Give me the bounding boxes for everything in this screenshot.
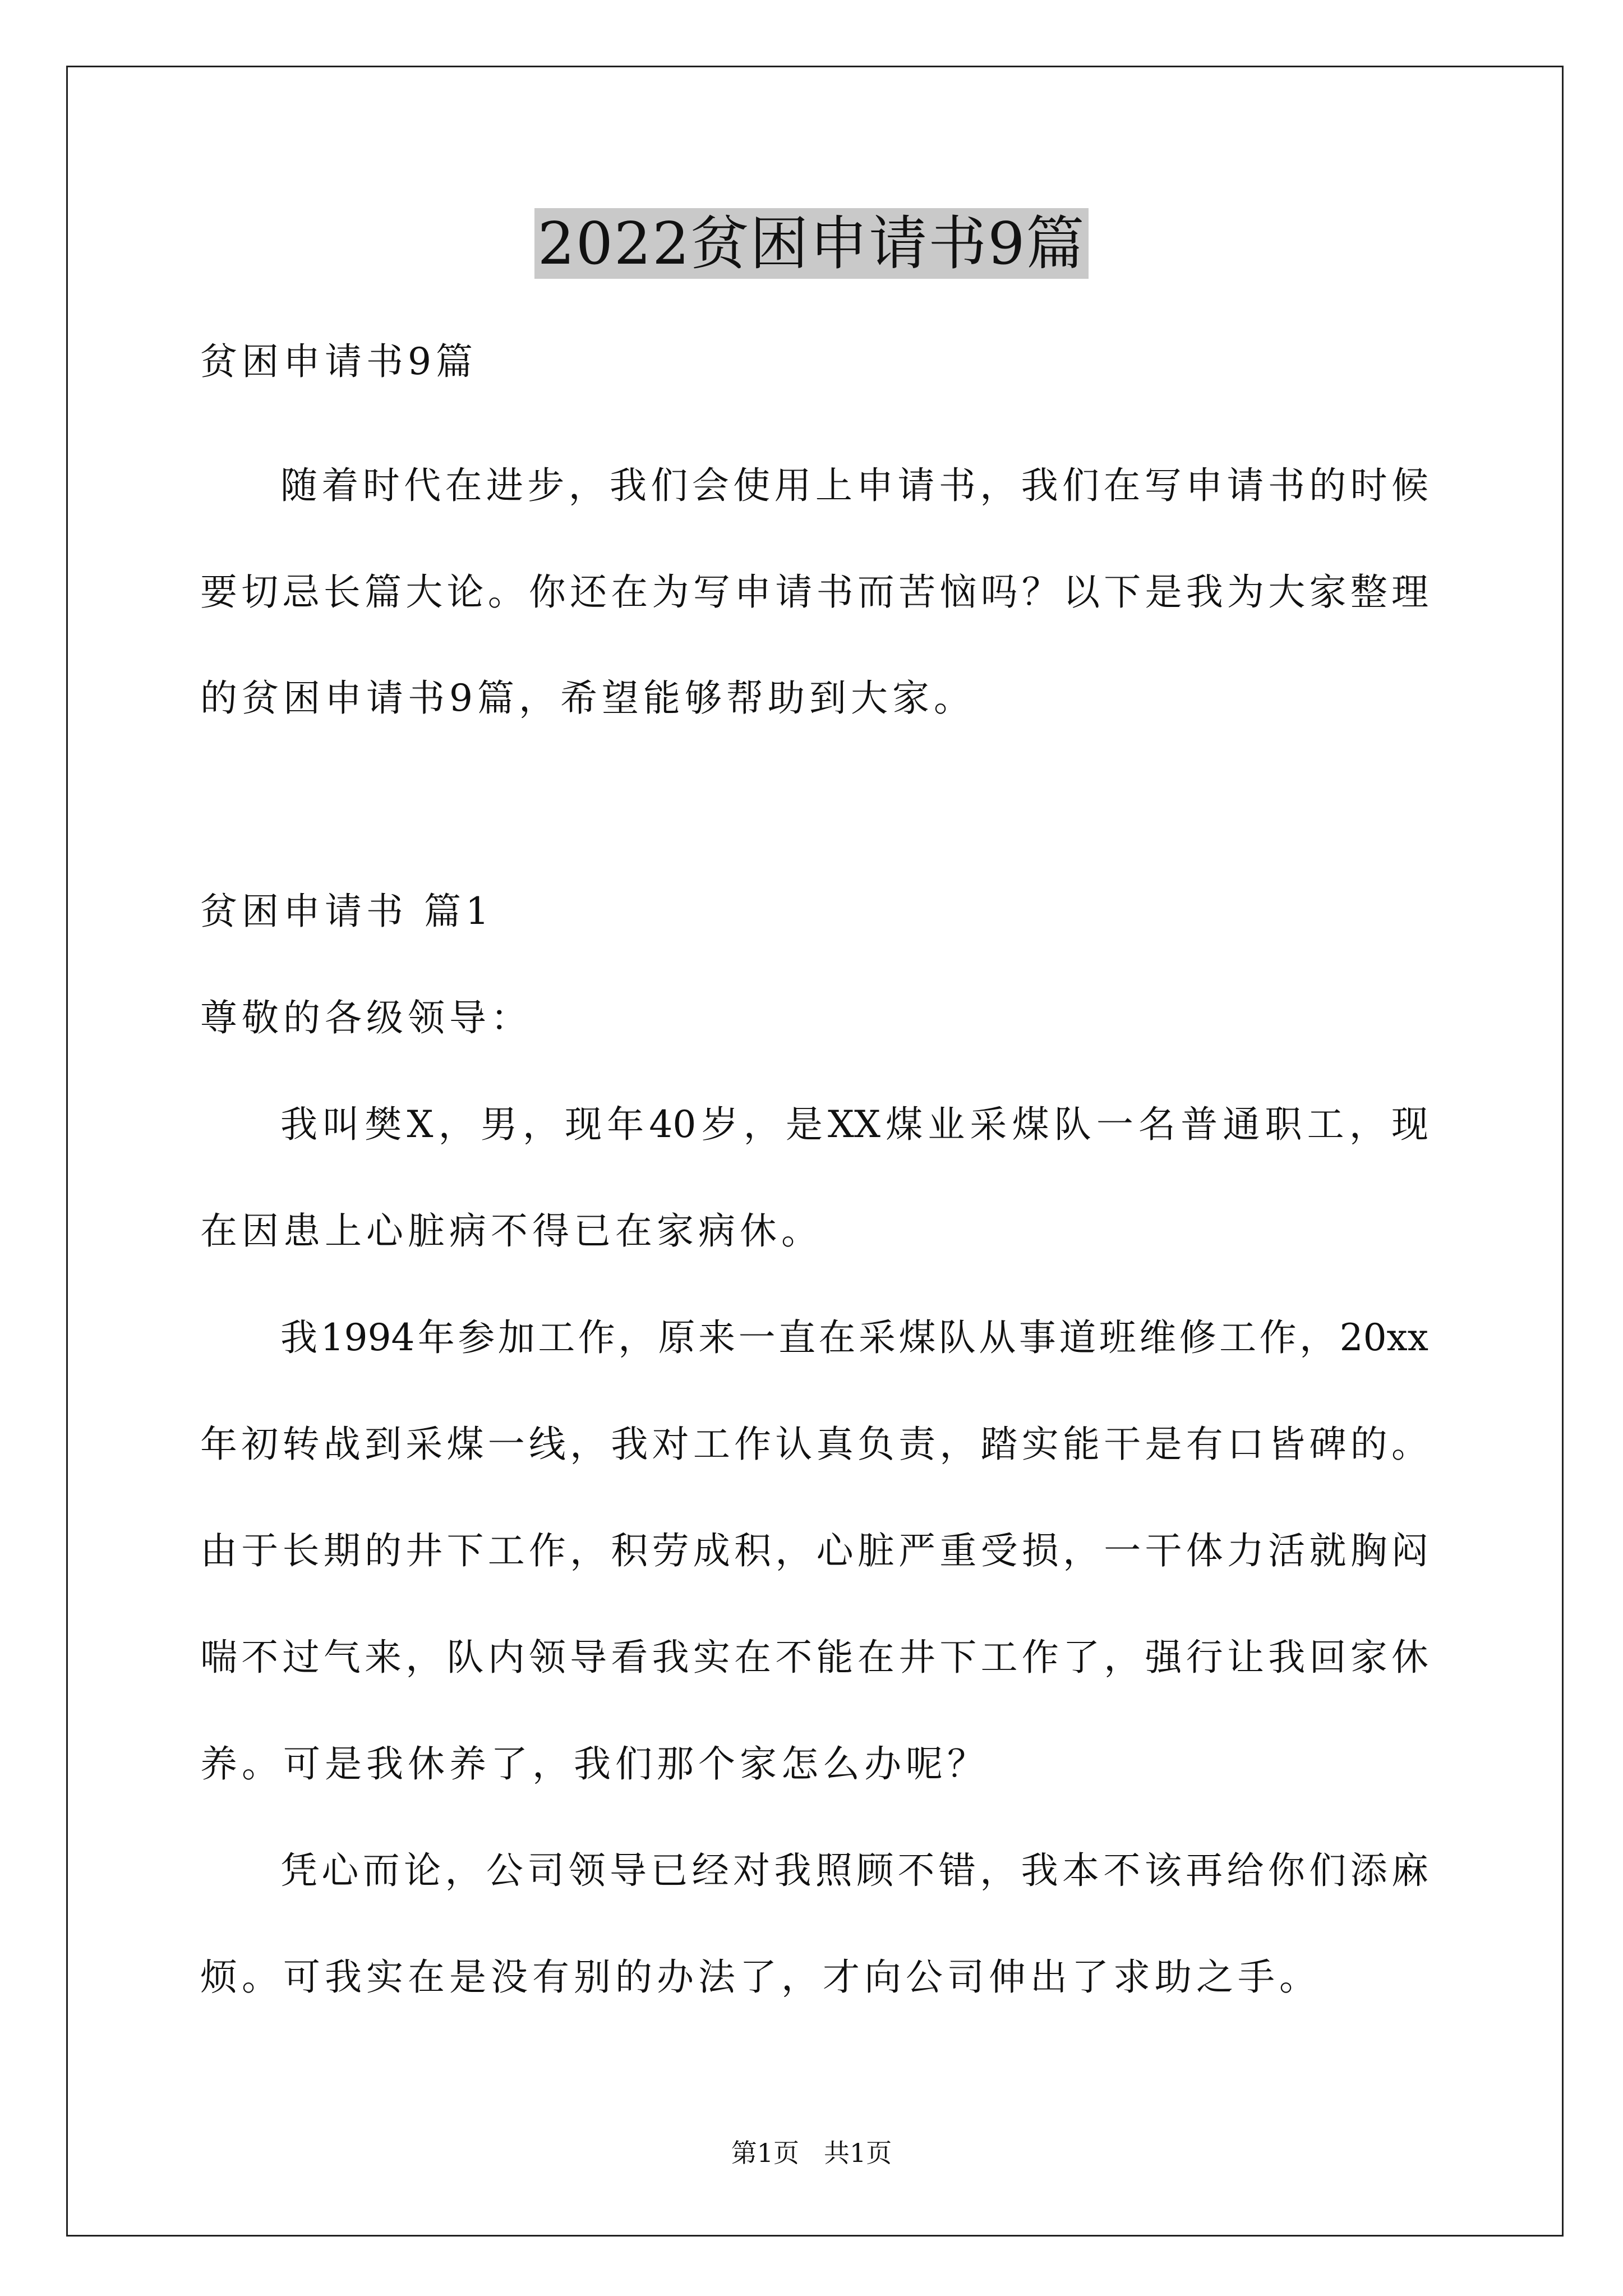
salutation: 尊敬的各级领导： <box>200 996 532 1039</box>
page-number: 第1页 <box>731 2138 799 2168</box>
subtitle-line: 贫困申请书9篇 <box>200 340 477 383</box>
paragraph-line: 我1994年参加工作，原来一直在采煤队从事道班维修工作，20xx <box>280 1316 1428 1359</box>
document-title <box>0 206 1623 280</box>
paragraph-line: 养。可是我休养了，我们那个家怎么办呢？ <box>200 1742 989 1786</box>
page-footer <box>0 2136 1623 2170</box>
paragraph-line: 在因患上心脏病不得已在家病休。 <box>200 1209 823 1253</box>
paragraph-line: 我叫樊X，男，现年40岁，是XX煤业采煤队一名普通职工，现 <box>280 1103 1428 1146</box>
paragraph-line: 随着时代在进步，我们会使用上申请书，我们在写申请书的时候 <box>280 464 1428 507</box>
paragraph-line: 凭心而论，公司领导已经对我照顾不错，我本不该再给你们添麻 <box>280 1849 1428 1892</box>
page-total: 共1页 <box>824 2138 892 2168</box>
paragraph-line: 烦。可我实在是没有别的办法了，才向公司伸出了求助之手。 <box>200 1955 1321 1999</box>
section-heading: 贫困申请书 篇1 <box>200 890 494 933</box>
paragraph-line: 由于长期的井下工作，积劳成积，心脏严重受损，一干体力活就胸闷 <box>200 1529 1428 1572</box>
paragraph-line: 喘不过气来，队内领导看我实在不能在井下工作了，强行让我回家休 <box>200 1636 1428 1679</box>
paragraph-line: 的贫困申请书9篇，希望能够帮助到大家。 <box>200 677 975 720</box>
paragraph-line: 要切忌长篇大论。你还在为写申请书而苦恼吗？以下是我为大家整理 <box>200 570 1428 614</box>
page-border <box>66 66 1564 2237</box>
paragraph-line: 年初转战到采煤一线，我对工作认真负责，踏实能干是有口皆碑的。 <box>200 1423 1428 1466</box>
document-title-text: 2022贫困申请书9篇 <box>534 208 1089 279</box>
